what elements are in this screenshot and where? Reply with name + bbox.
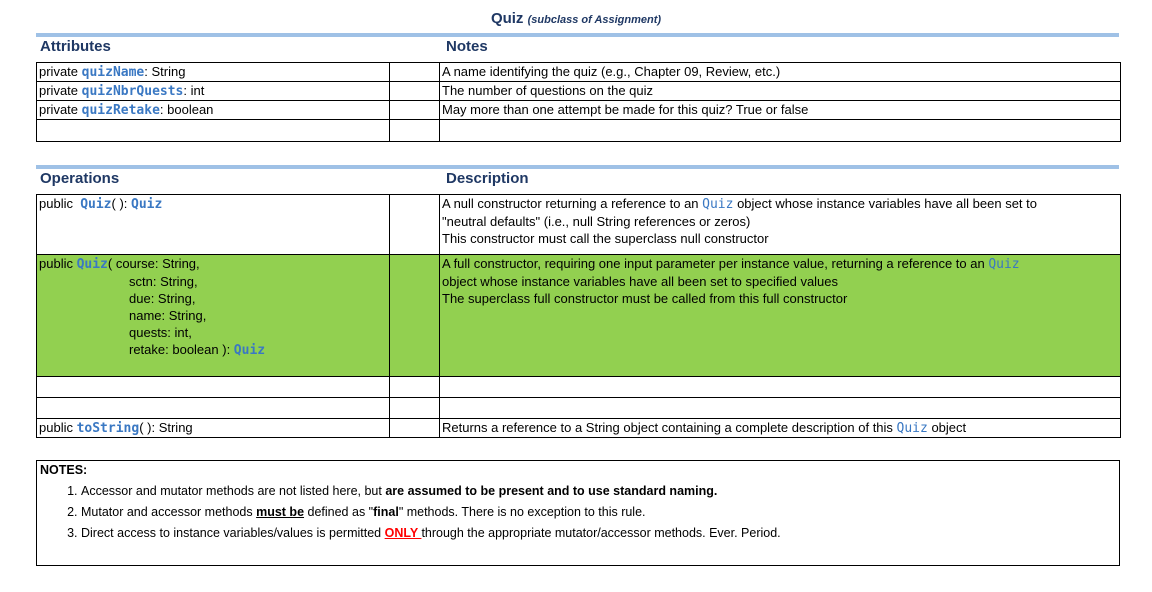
operation-cell: public Quiz( ): Quiz bbox=[37, 195, 390, 255]
empty-cell bbox=[390, 101, 440, 120]
table-row bbox=[37, 195, 1121, 255]
operations-table bbox=[36, 194, 1121, 438]
list-item: 2. Mutator and accessor methods must be defined as "final" methods. There is no exception to this rule. bbox=[81, 502, 1119, 523]
method-name: toString bbox=[76, 421, 140, 436]
table-row bbox=[37, 120, 1121, 142]
table-row bbox=[37, 419, 1121, 438]
operation-cell: public Quiz( course: String, sctn: String, due: String, name: String, quests: int, retake: boolean ): Quiz bbox=[37, 255, 390, 377]
table-row bbox=[37, 101, 1121, 120]
notes-box bbox=[36, 460, 1120, 566]
list-item: 3. Direct access to instance variables/values is permitted ONLY through the appropriate mutator/accessor methods. Ever. Period. bbox=[81, 523, 1119, 544]
notes-title: NOTES: bbox=[40, 463, 88, 477]
operations-band bbox=[36, 165, 1119, 169]
description-cell: A full constructor, requiring one input parameter per instance value, returning a reference to an Quiz object whose instance variables have all been set to specified values The superclass full constructor must be called from this full constructor bbox=[440, 255, 1121, 377]
note-cell: The number of questions on the quiz bbox=[440, 82, 1121, 101]
empty-cell bbox=[390, 255, 440, 377]
description-cell: Returns a reference to a String object containing a complete description of this Quiz object bbox=[440, 419, 1121, 438]
notes-list bbox=[37, 481, 1119, 544]
return-type: Quiz bbox=[131, 197, 163, 212]
description-header: Description bbox=[446, 170, 529, 187]
table-row bbox=[37, 255, 1121, 377]
attribute-name: quizRetake bbox=[81, 103, 160, 118]
attribute-cell: private quizNbrQuests: int bbox=[37, 82, 390, 101]
return-type: Quiz bbox=[233, 343, 266, 358]
operation-cell: public toString( ): String bbox=[37, 419, 390, 438]
attributes-header: Attributes bbox=[40, 38, 111, 55]
empty-cell bbox=[390, 419, 440, 438]
note-cell: May more than one attempt be made for this quiz? True or false bbox=[440, 101, 1121, 120]
notes-header: Notes bbox=[446, 38, 488, 55]
description-cell: A null constructor returning a reference to an Quiz object whose instance variables have all been set to "neutral defaults" (i.e., null String references or zeros) This constructor must call the superclass null constructor bbox=[440, 195, 1121, 255]
empty-cell bbox=[390, 82, 440, 101]
attribute-name: quizNbrQuests bbox=[81, 84, 184, 99]
list-item: 1. Accessor and mutator methods are not listed here, but are assumed to be present and to use standard naming. bbox=[81, 481, 1119, 502]
empty-cell bbox=[390, 63, 440, 82]
table-row bbox=[37, 82, 1121, 101]
note-cell: A name identifying the quiz (e.g., Chapter 09, Review, etc.) bbox=[440, 63, 1121, 82]
attributes-band bbox=[36, 33, 1119, 37]
table-row bbox=[37, 377, 1121, 398]
attribute-cell: private quizName: String bbox=[37, 63, 390, 82]
attribute-name: quizName bbox=[81, 65, 145, 80]
page-title bbox=[0, 10, 1152, 27]
attribute-cell: private quizRetake: boolean bbox=[37, 101, 390, 120]
method-name: Quiz bbox=[80, 197, 112, 212]
attributes-table bbox=[36, 62, 1121, 142]
table-row bbox=[37, 63, 1121, 82]
class-subtitle: (subclass of Assignment) bbox=[527, 14, 662, 26]
empty-cell bbox=[390, 195, 440, 255]
operations-header: Operations bbox=[40, 170, 120, 187]
class-name: Quiz bbox=[490, 10, 524, 27]
method-name: Quiz bbox=[76, 257, 108, 272]
table-row bbox=[37, 398, 1121, 419]
